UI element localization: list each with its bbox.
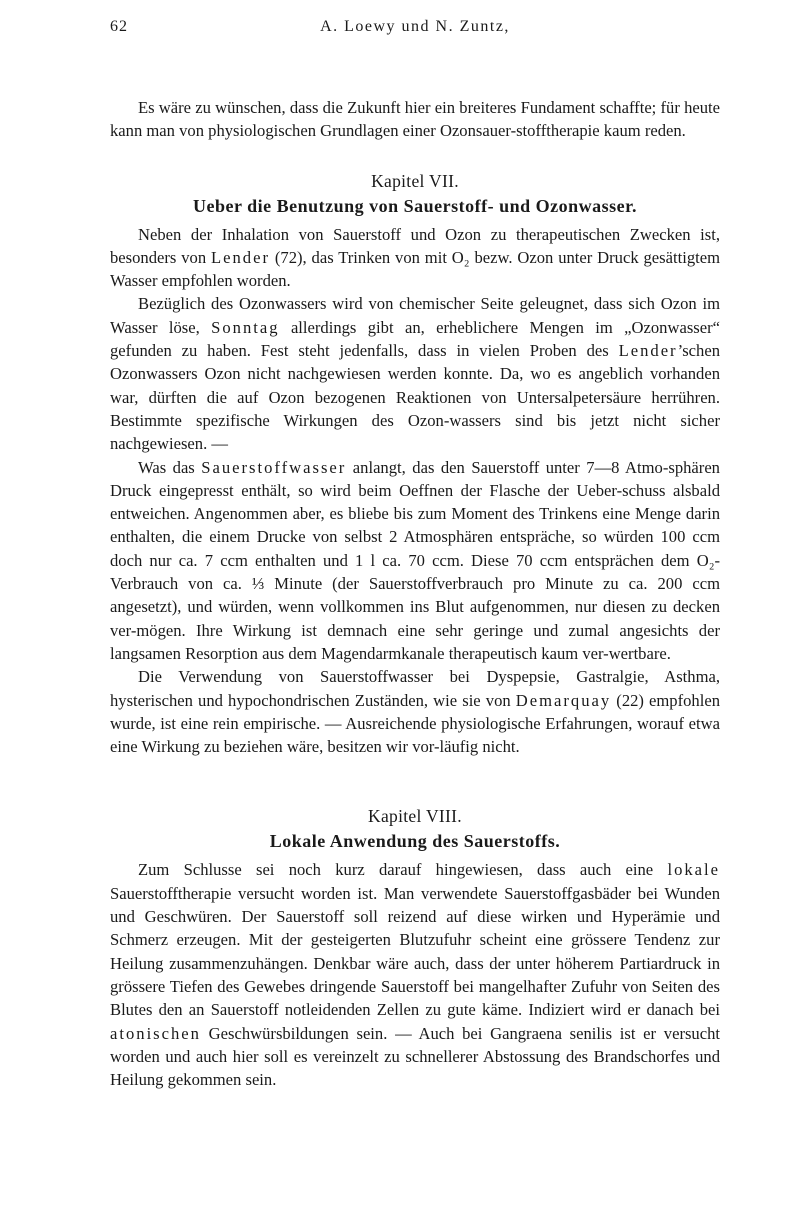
chapter-label-7: Kapitel VII. <box>371 170 459 191</box>
author-name: Sonntag <box>211 317 280 337</box>
author-name: Lender <box>618 341 678 361</box>
chapter-label-8: Kapitel VIII. <box>368 806 462 827</box>
paragraph-ch7-3: Was das Sauerstoffwasser anlangt, das den Sauerstoff unter 7—8 Atmo-sphären Druck eingepresst enthält, so wird beim Oeffnen der Flasche der Ueber-schuss alsbald entweichen. Angenommen aber, es bliebe bis zum Moment des Trinkens eine Menge darin enthalten, die einem Drucke von selbst 2 Atmosphären entspräche, so würden 100 ccm doch nur ca. 7 ccm enthalten und 1 l ca. 70 ccm. Diese 70 ccm entsprächen dem O₂-Verbrauch von ca. ⅓ Minute (der Sauerstoffverbrauch pro Minute zu ca. 200 ccm angesetzt), und würden, wenn vollkommen ins Blut aufgenommen, nur diesen zu decken ver-mögen. Ihre Wirkung ist demnach eine sehr geringe und zumal angesichts der langsamen Resorption aus dem Magendarmkanale therapeutisch kaum ver-wertbare. <box>110 457 720 663</box>
emphasized-term: Sauerstoffwasser <box>201 457 347 477</box>
author-name: Lender <box>211 247 270 267</box>
chapter-title-8: Lokale Anwendung des Sauerstoffs. <box>269 831 561 852</box>
paragraph-ch7-2: Bezüglich des Ozonwassers wird von chemischer Seite geleugnet, dass sich Ozon im Wasser löse, Sonntag allerdings gibt an, erheblichere Mengen im „Ozonwasser“ gefunden zu haben. Fest steht jedenfalls, dass in vielen Proben des Lender’schen Ozonwassers Ozon nicht nachgewiesen werden konnte. Da, wo es angeblich vorhanden war, dürften die auf Ozon bezogenen Reaktionen von Untersalpetersäure herrühren. Bestimmte spezifische Wirkungen des Ozon-wassers sind bis jetzt nicht sicher nachgewiesen. — <box>110 294 720 454</box>
paragraph-intro: Es wäre zu wünschen, dass die Zukunft hier ein breiteres Fundament schaffte; für heute kann man von physiologischen Grundlagen einer Ozonsauer-stofftherapie kaum reden. <box>110 98 720 141</box>
emphasized-term: lokale <box>667 860 720 880</box>
chapter-title-7: Ueber die Benutzung von Sauerstoff- und Ozonwasser. <box>192 195 638 216</box>
running-head-authors: A. Loewy und N. Zuntz, <box>320 18 510 35</box>
paragraph-ch8-1: Zum Schlusse sei noch kurz darauf hingewiesen, dass auch eine lokale Sauerstofftherapie versucht worden ist. Man verwendete Sauerstoffgasbäder bei Wunden und Geschwüren. Der Sauerstoff soll reizend auf diese wirken und Hyperämie und Schmerz erzeugen. Mit der gesteigerten Blutzufuhr scheint eine grössere Tendenz zur Heilung zusammenzuhängen. Denkbar wäre auch, dass der unter höherem Partiardruck in grössere Tiefen des Gewebes dringende Sauerstoff bei mangelhafter Zufuhr von Seiten des Blutes den an Sauerstoff notleidenden Zellen zu gute käme. Indiziert wird er danach bei atonischen Geschwürsbildungen sein. — Auch bei Gangraena senilis ist er versucht worden und auch hier soll es vereinzelt zu schnellerer Abstossung des Brandschorfes und Heilung gekommen sein. <box>110 860 720 1090</box>
paragraph-ch7-1: Neben der Inhalation von Sauerstoff und Ozon zu therapeutischen Zwecken ist, besonders von Lender (72), das Trinken von mit O₂ bezw. Ozon unter Druck gesättigtem Wasser empfohlen worden. <box>110 224 721 291</box>
page-body <box>110 96 720 1091</box>
page-number: 62 <box>110 18 128 35</box>
author-name: Demarquay <box>515 690 612 710</box>
running-head <box>110 18 720 44</box>
paragraph-ch7-4: Die Verwendung von Sauerstoffwasser bei Dyspepsie, Gastralgie, Asthma, hysterischen und hypochondrischen Zuständen, wie sie von Demarquay (22) empfohlen wurde, ist eine rein empirische. — Ausreichende physiologische Erfahrungen, worauf etwa eine Wirkung zu beziehen wäre, besitzen wir vor-läufig nicht. <box>110 667 721 757</box>
emphasized-term: atonischen <box>110 1023 201 1043</box>
